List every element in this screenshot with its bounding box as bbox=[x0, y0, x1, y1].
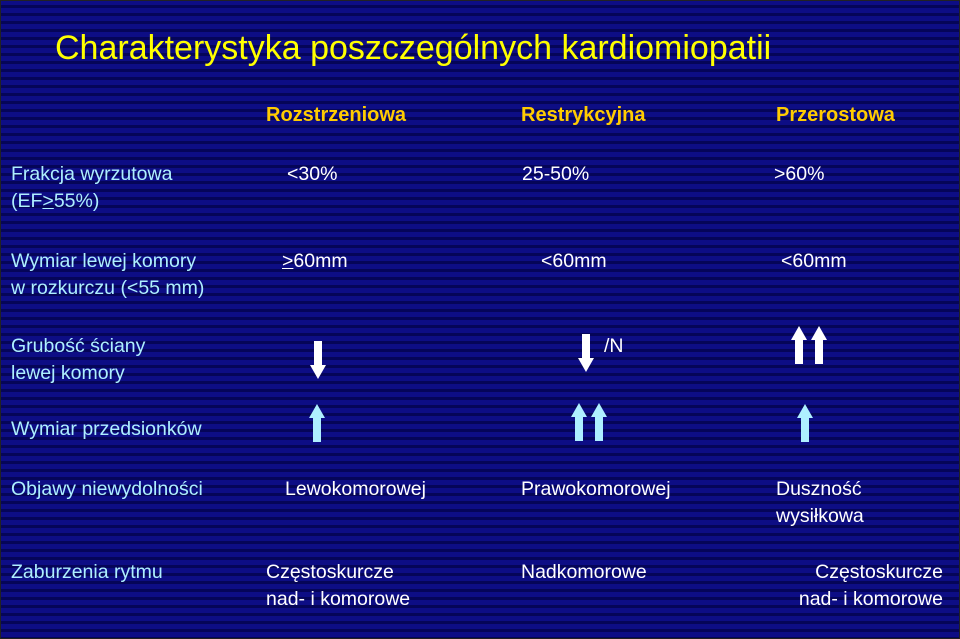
double-arrow-up-icon bbox=[791, 326, 831, 364]
hf-dilated-value: Lewokomorowej bbox=[285, 478, 426, 500]
slide-title: Charakterystyka poszczególnych kardiomiopatii bbox=[55, 29, 772, 67]
arrow-up-icon bbox=[797, 404, 813, 442]
lv-dilated-value: >60mm bbox=[282, 250, 348, 272]
column-header-hypertrophic: Przerostowa bbox=[776, 104, 895, 126]
lv-hypertrophic-value: <60mm bbox=[781, 250, 847, 272]
rhythm-hypertrophic-value: Częstoskurcze nad- i komorowe bbox=[798, 561, 943, 610]
arrow-down-icon bbox=[310, 341, 326, 379]
arrow-up-icon bbox=[309, 404, 325, 442]
column-header-dilated: Rozstrzeniowa bbox=[266, 104, 407, 126]
row-label-atrial-dimension: Wymiar przedsionków bbox=[11, 418, 202, 440]
lv-restrictive-value: <60mm bbox=[541, 250, 607, 272]
ef-restrictive-value: 25-50% bbox=[522, 163, 590, 185]
ef-dilated-value: <30% bbox=[287, 163, 338, 185]
wall-restrictive-suffix: /N bbox=[604, 335, 624, 357]
rhythm-dilated-value: Częstoskurcze nad- i komorowe bbox=[266, 561, 411, 610]
hf-restrictive-value: Prawokomorowej bbox=[521, 478, 671, 500]
row-label-heart-failure: Objawy niewydolności bbox=[11, 478, 203, 500]
row-label-ejection-fraction: Frakcja wyrzutowa (EF>55%) bbox=[11, 163, 173, 212]
column-header-restrictive: Restrykcyjna bbox=[521, 104, 646, 126]
row-label-lv-dimension: Wymiar lewej komory w rozkurczu (<55 mm) bbox=[11, 250, 205, 299]
hf-hypertrophic-value: Duszność wysiłkowa bbox=[776, 478, 864, 527]
ef-hypertrophic-value: >60% bbox=[774, 163, 825, 185]
row-label-wall-thickness: Grubość ściany lewej komory bbox=[11, 335, 146, 384]
double-arrow-up-icon bbox=[571, 403, 609, 441]
rhythm-restrictive-value: Nadkomorowe bbox=[521, 561, 647, 583]
row-label-arrhythmia: Zaburzenia rytmu bbox=[11, 561, 163, 583]
arrow-down-icon bbox=[578, 334, 594, 372]
